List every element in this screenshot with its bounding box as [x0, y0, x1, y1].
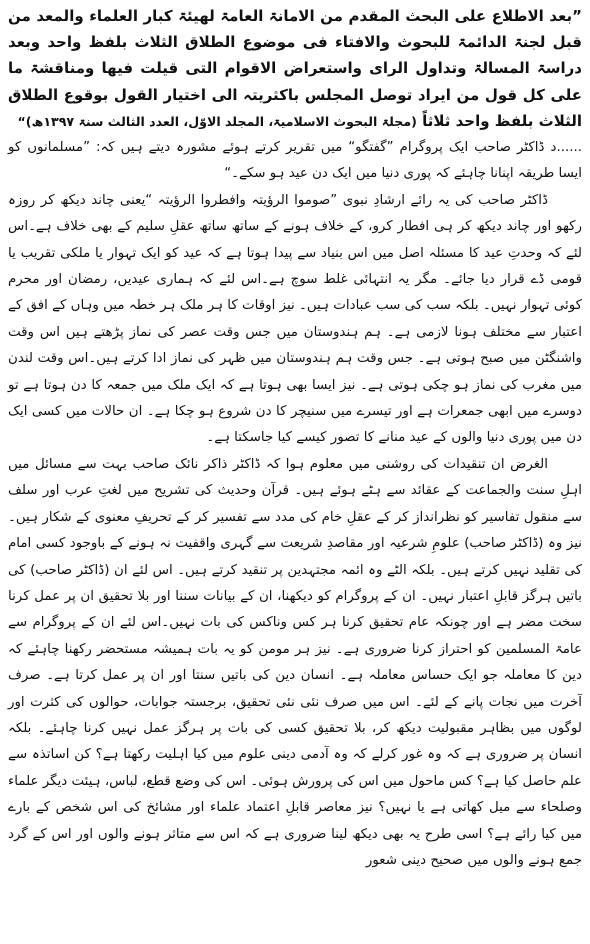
- arabic-quote-text: ”بعد الاطلاع علی البحث المقدم من الامانۃ العامۃ لھیئۃ کبار العلماء والمعد من قبل لجنۃ الدائمۃ للبحوث والافتاء فی موضوع الطلاق الثلاث بلفظ واحد وبعد دراسۃ المسالۃ وتداول الرای واستعراض الاقوام التی قیلت فیھا ومناقشۃ ما علی کل قول من ایراد توصل المجلس باکثریتہ الی اختیار القول بوقوع الطلاق الثلاث بلفظ واحد ثلاثاً: [8, 7, 582, 130]
- paragraph-dr-proposal-text: ڈاکٹر صاحب ایک پروگرام ”گفتگو“ میں تقریر کرتے ہوئے مشورہ دیتے ہیں کہ: ”مسلمانوں کو ایسا طریقہ اپنانا چاہئے کہ پوری دنیا میں ایک دن عید ہو سکے۔“: [8, 140, 582, 182]
- paragraph-conclusion: الغرض ان تنقیدات کی روشنی میں معلوم ہوا کہ ڈاکٹر ذاکر نائک صاحب بہت سے مسائل میں اہلِ سنت والجماعت کے عقائد سے ہٹے ہوئے ہیں۔ قرآن وحدیث کی تشریح میں لغتِ عرب اور سلف سے منقول تفاسیر کو نظرانداز کر کے عقلِ خام کی مدد سے تفسیر کر کے تحریفِ معنوی کے شکار ہیں۔ نیز وہ (ڈاکٹر صاحب) علومِ شرعیہ اور مقاصدِ شریعت سے گہری واقفیت نہ ہونے کے باوجود کسی امام کی تقلید نہیں کرتے ہیں۔ بلکہ الٹے وہ ائمہ مجتہدین پر تنقید کرتے ہیں۔ اس لئے ان (ڈاکٹر صاحب) کی باتیں ہرگز قابلِ اعتبار نہیں۔ ان کے پروگرام کو دیکھنا، ان کے بیانات سننا اور بلا تحقیق ان پر عمل کرنا سخت مضر ہے اور چونکہ عام تحقیق کرنا ہر کس وناکس کی بات نہیں۔اس لئے ان کے پروگرام سے عامۃ المسلمین کو احتراز کرنا ضروری ہے۔ نیز ہر مومن کو یہ بات ہمیشہ مستحضر رکھنا چاہئے کہ دین کا معاملہ جو ایک حساس معاملہ ہے۔ انسان دین کی باتیں سنتا اور ان پر عمل کرتا ہے۔ صرف آخرت میں نجات پانے کے لئے۔ اس میں صرف نئی نئی تحقیق، برجستہ جوابات، حوالوں کی کثرت اور لوگوں میں بظاہر مقبولیت دیکھ کر، بلا تحقیق کسی کی بات پر ہرگز عمل نہیں کرنا چاہئے۔ بلکہ انسان پر ضروری ہے کہ وہ غور کرلے کہ وہ آدمی دینی علوم میں کیا اہلیت رکھتا ہے؟ کن اساتذہ سے علم حاصل کیا ہے؟ کس ماحول میں اس کی پرورش ہوئی۔ اس کی وضع قطع، لباس، ہیئت دیگر علماء وصلحاء سے میل کھاتی ہے یا نہیں؟ نیز معاصر قابلِ اعتماد علماء اور مشائخ کی اس شخص کے بارے میں کیا رائے ہے؟ اسی طرح یہ بھی دیکھ لینا ضروری ہے کہ اس سے متاثر ہونے والوں اور اس کے گرد جمع ہونے والوں میں صحیح دینی شعور: [8, 456, 582, 868]
- arabic-quotation: [8, 3, 582, 135]
- arabic-quote-reference: (مجلۃ البحوث الاسلامیۃ، المجلد الاوّل، العدد الثالث سنۃ ۱۳۹۷ھ)“: [17, 113, 417, 129]
- paragraph-dr-proposal: [8, 135, 582, 188]
- paragraph-eid-critique: ڈاکٹر صاحب کی یہ رائے ارشادِ نبوی ”صوموا الرؤیتہ وافطروا الرؤیتہ “یعنی چاند دیکھ کر روزہ رکھو اور چاند دیکھ کر ہی افطار کرو، کے خلاف ہونے کے ساتھ ساتھ عقلِ سلیم کے بھی خلاف ہے۔اس لئے کہ وحدتِ عید کا مسئلہ اصل میں اس بنیاد سے پیدا ہوتا ہے کہ عید کو ایک تہوار یا ملکی تقریب یا قومی ڈے قرار دیا جائے۔ مگر یہ انتہائی غلط سوچ ہے۔اس لئے کہ ہماری عیدیں، رمضان اور محرم کوئی تہوار نہیں۔ بلکہ سب کی سب عبادات ہیں۔ نیز اوقات کا ہر ملک ہر خطہ میں وہاں کے افق کے اعتبار سے مختلف ہونا لازمی ہے۔ ہم ہندوستان میں جس وقت عصر کی نماز پڑھتے ہیں اس وقت واشنگٹن میں صبح ہوتی ہے۔ جس وقت ہم ہندوستان میں ظہر کی نماز ادا کرتے ہیں۔اس وقت لندن میں مغرب کی نماز ہو چکی ہوتی ہے۔ نیز ایسا بھی ہوتا ہے کہ ایک ملک میں جمعہ کا دن ہوتا ہے تو دوسرے میں ابھی جمعرات ہے اور تیسرے میں سنیچر کا دن شروع ہو چکا ہے۔ ان حالات میں کسی ایک دن میں پوری دنیا والوں کے عید منانے کا تصور کیسے کیا جاسکتا ہے۔: [8, 192, 582, 446]
- ellipsis-marker: د......: [550, 140, 582, 156]
